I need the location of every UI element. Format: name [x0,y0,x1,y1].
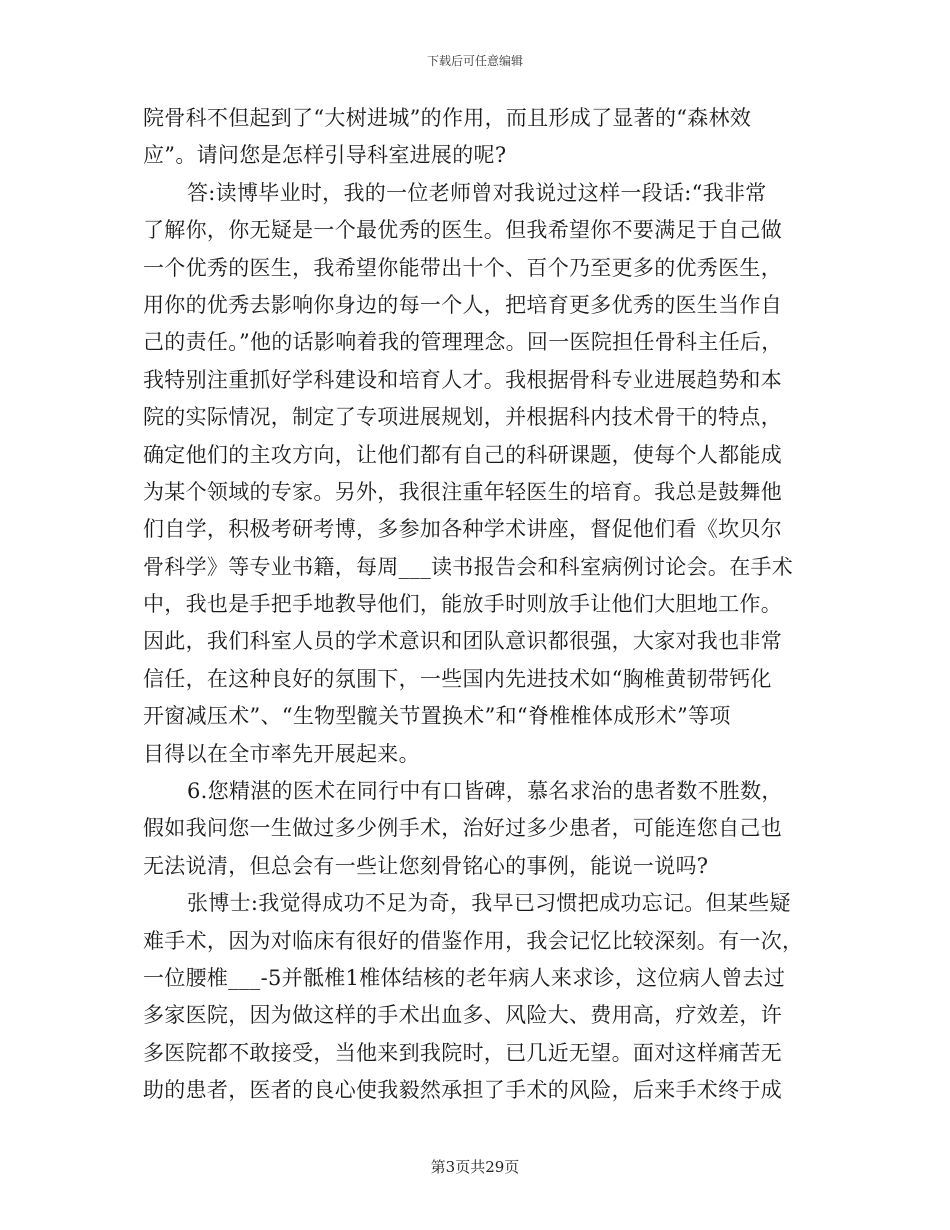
text-line: 信任，在这种良好的氛围下，一些国内先进技术如“胸椎黄韧带钙化 [143,666,772,691]
text-line: 开窗减压术”、“生物型髋关节置换术”和“脊椎椎体成形术”等项 [143,704,731,729]
text-line: 因此，我们科室人员的学术意识和团队意识都很强，大家对我也非常 [143,629,782,654]
page-header: 下载后可任意编辑 [426,54,523,68]
text-line: 一个优秀的医生，我希望你能带出十个、百个乃至更多的优秀医生， [143,255,782,280]
text-line: 院骨科不但起到了“大树进城”的作用，而且形成了显著的“森林效 [143,106,752,130]
text-line: 中，我也是手把手地教导他们，能放手时则放手让他们大胆地工作。 [143,592,782,617]
text-line: 应”。请问您是怎样引导科室进展的呢? [143,143,507,168]
body-text [143,100,813,1110]
text-line: 确定他们的主攻方向，让他们都有自己的科研课题，使每个人都能成 [143,442,782,467]
text-line: 张博士:我觉得成功不足为奇，我早已习惯把成功忘记。但某些疑 [187,891,791,916]
text-line: 多家医院，因为做这样的手术出血多、风险大、费用高，疗效差，许 [143,1003,782,1028]
text-line: 难手术，因为对临床有很好的借鉴作用，我会记忆比较深刻。有一次， [143,928,804,953]
text-line: 目得以在全市率先开展起来。 [143,741,420,766]
text-line: 助的患者，医者的良心使我毅然承担了手术的风险，后来手术终于成 [143,1078,782,1103]
text-line: 假如我问您一生做过多少例手术，治好过多少患者，可能连您自己也 [143,816,782,841]
text-line: 无法说清，但总会有一些让您刻骨铭心的事例，能说一说吗? [143,853,709,878]
text-line: 用你的优秀去影响你身边的每一个人，把培育更多优秀的医生当作自 [143,292,782,317]
text-line: 们自学，积极考研考博，多参加各种学术讲座，督促他们看《坎贝尔 [143,517,782,542]
text-line: 院的实际情况，制定了专项进展规划，并根据科内技术骨干的特点， [143,405,782,430]
text-line: 6.您精湛的医术在同行中有口皆碑，慕名求治的患者数不胜数， [187,779,783,804]
text-line: 答:读博毕业时，我的一位老师曾对我说过这样一段话:“我非常 [187,180,767,205]
text-line: 多医院都不敢接受，当他来到我院时，已几近无望。面对这样痛苦无 [143,1040,782,1065]
text-line: 了解你，你无疑是一个最优秀的医生。但我希望你不要满足于自己做 [143,218,782,243]
text-line: 为某个领域的专家。另外，我很注重年轻医生的培育。我总是鼓舞他 [143,479,782,504]
page-footer: 第3页共29页 [430,1158,520,1176]
text-line: 己的责任。”他的话影响着我的管理理念。回一医院担任骨科主任后， [143,330,783,355]
text-line: 我特别注重抓好学科建设和培育人才。我根据骨科专业进展趋势和本 [143,367,782,392]
text-line: 骨科学》等专业书籍，每周___读书报告会和科室病例讨论会。在手术 [143,554,794,579]
text-line: 一位腰椎___-5并骶椎1椎体结核的老年病人来求诊，这位病人曾去过 [143,965,786,990]
